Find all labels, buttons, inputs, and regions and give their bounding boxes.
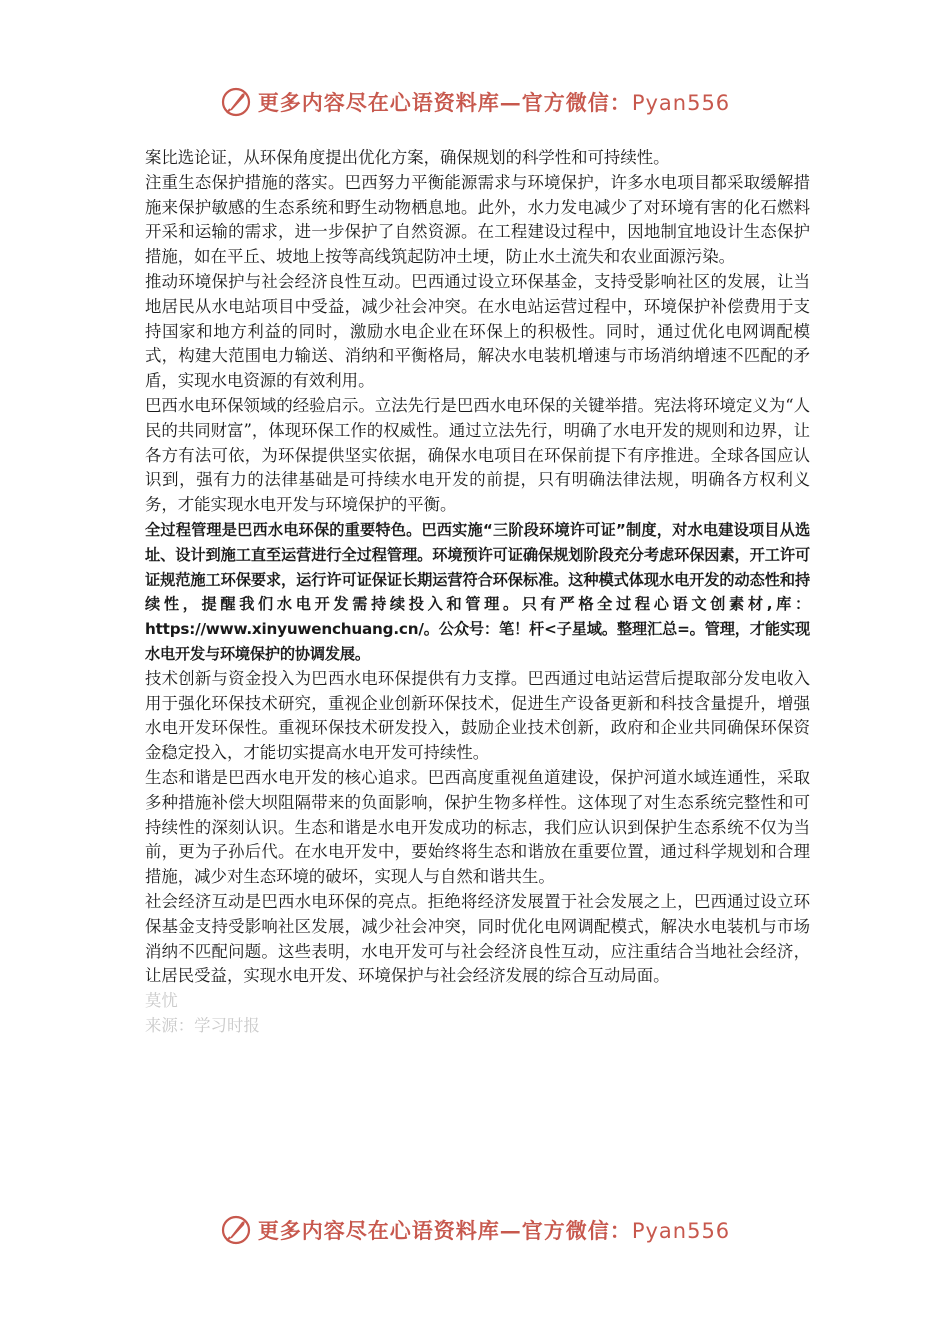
paragraph: 社会经济互动是巴西水电环保的亮点。拒绝将经济发展置于社会发展之上，巴西通过设立环保基金支持受影响社区发展，减少社会冲突，同时优化电网调配模式，解决水电装机与市场消纳不匹配问题。这些表明，水电开发可与社会经济良性互动，应注重结合当地社会经济，让居民受益，实现水电开发、环境保护与社会经济发展的综合互动局面。 (145, 891, 810, 986)
article-body (145, 146, 810, 1039)
paragraph: 巴西水电环保领域的经验启示。立法先行是巴西水电环保的关键举措。宪法将环境定义为“人民的共同财富”，体现环保工作的权威性。通过立法先行，明确了水电开发的规则和边界，让各方有法可依，为环保提供坚实依据，确保水电项目在环保前提下有序推进。全球各国应认识到，强有力的法律基础是可持续水电开发的前提，只有明确法律法规，明确各方权利义务，才能实现水电开发与环境保护的平衡。 (145, 395, 810, 515)
footer-banner (0, 1210, 950, 1250)
paragraph: 案比选论证，从环保角度提出优化方案，确保规划的科学性和可持续性。 (145, 148, 670, 167)
quill-logo-icon (220, 1214, 252, 1246)
source-line: 来源：学习时报 (145, 1015, 260, 1035)
banner-text: 更多内容尽在心语资料库—官方微信：Pyan556 (257, 1218, 731, 1243)
wechat-id: Pyan556 (631, 91, 731, 115)
paragraph: 推动环境保护与社会经济良性互动。巴西通过设立环保基金，支持受影响社区的发展，让当地居民从水电站项目中受益，减少社会冲突。在水电站运营过程中，环境保护补偿费用于支持国家和地方利益的同时，激励水电企业在环保上的积极性。同时，通过优化电网调配模式，构建大范围电力输送、消纳和平衡格局，解决水电装机增速与市场消纳增速不匹配的矛盾，实现水电资源的有效利用。 (145, 271, 810, 391)
paragraph: 技术创新与资金投入为巴西水电环保提供有力支撑。巴西通过电站运营后提取部分发电收入用于强化环保技术研究，重视企业创新环保技术，促进生产设备更新和科技含量提升，增强水电开发环保性。重视环保技术研发投入，鼓励企业技术创新，政府和企业共同确保环保资金稳定投入，才能切实提高水电开发可持续性。 (145, 668, 810, 763)
paragraph: 注重生态保护措施的落实。巴西努力平衡能源需求与环境保护，许多水电项目都采取缓解措施来保护敏感的生态系统和野生动物栖息地。此外，水力发电减少了对环境有害的化石燃料开采和运输的需求，进一步保护了自然资源。在工程建设过程中，因地制宜地设计生态保护措施，如在平丘、坡地上按等高线筑起防冲土埂，防止水土流失和农业面源污染。 (145, 172, 810, 267)
paragraph: 生态和谐是巴西水电开发的核心追求。巴西高度重视鱼道建设，保护河道水域连通性，采取多种措施补偿大坝阻隔带来的负面影响，保护生物多样性。这体现了对生态系统完整性和可持续性的深刻认识。生态和谐是水电开发成功的标志，我们应认识到保护生态系统不仅为当前，更为子孙后代。在水电开发中，要始终将生态和谐放在重要位置，通过科学规划和合理措施，减少对生态环境的破坏，实现人与自然和谐共生。 (145, 767, 810, 887)
banner-text: 更多内容尽在心语资料库—官方微信：Pyan556 (257, 90, 731, 115)
author-name: 莫忧 (145, 991, 178, 1011)
header-banner (0, 82, 950, 122)
wechat-id: Pyan556 (631, 1219, 731, 1243)
highlight-paragraph: 全过程管理是巴西水电环保的重要特色。巴西实施“三阶段环境许可证”制度，对水电建设项目从选址、设计到施工直至运营进行全过程管理。环境预许可证确保规划阶段充分考虑环保因素，开工许可证规范施工环保要求，运行许可证保证长期运营符合环保标准。这种模式体现水电开发的动态性和持续性，提醒我们水电开发需持续投入和管理。只有严格全过程心语文创素材,库：https://www.xinyuwenchuang.cn/。公众号：笔！杆<子星域。整理汇总=。管理，才能实现水电开发与环境保护的协调发展。 (145, 520, 810, 663)
quill-logo-icon (220, 86, 252, 118)
